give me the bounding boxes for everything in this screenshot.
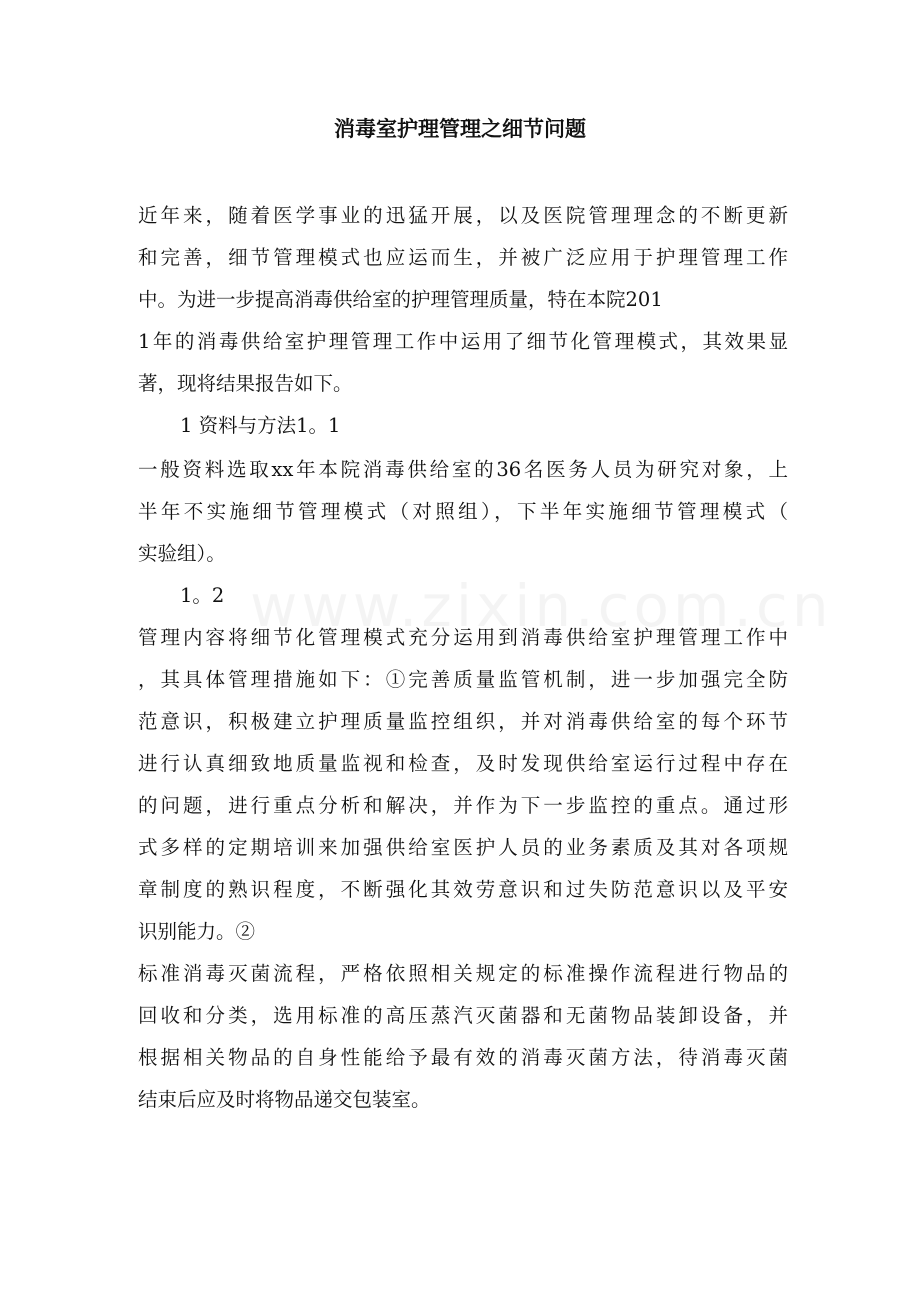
body-line: 回收和分类，选用标准的高压蒸汽灭菌器和无菌物品装卸设备，并	[138, 1004, 788, 1027]
body-line: 标准消毒灭菌流程，严格依照相关规定的标准操作流程进行物品的	[138, 962, 788, 985]
document-title: 消毒室护理管理之细节问题	[334, 116, 586, 141]
body-line: 章制度的熟识程度，不断强化其效劳意识和过失防范意识以及平安	[138, 878, 788, 901]
body-line: 近年来，随着医学事业的迅猛开展，以及医院管理理念的不断更新	[138, 204, 788, 227]
body-line: 著，现将结果报告如下。	[138, 372, 353, 395]
body-line: ，其具体管理措施如下：①完善质量监管机制，进一步加强完全防	[138, 668, 788, 691]
section-heading: 1 资料与方法1。1	[180, 414, 341, 437]
body-line: 半年不实施细节管理模式（对照组），下半年实施细节管理模式（	[138, 500, 788, 523]
body-line: 1年的消毒供给室护理管理工作中运用了细节化管理模式，其效果显	[138, 330, 788, 353]
body-line: 中。为进一步提高消毒供给室的护理管理质量，特在本院201	[138, 288, 663, 311]
body-line: 结束后应及时将物品递交包装室。	[138, 1088, 431, 1111]
section-heading: 1。2	[180, 584, 225, 607]
body-line: 进行认真细致地质量监视和检查，及时发现供给室运行过程中存在	[138, 752, 788, 775]
body-line: 识别能力。②	[138, 920, 256, 943]
body-line: 的问题，进行重点分析和解决，并作为下一步监控的重点。通过形	[138, 794, 788, 817]
body-line: 管理内容将细节化管理模式充分运用到消毒供给室护理管理工作中	[138, 626, 788, 649]
body-line: 一般资料选取xx年本院消毒供给室的36名医务人员为研究对象，上	[138, 458, 788, 481]
body-line: 和完善，细节管理模式也应运而生，并被广泛应用于护理管理工作	[138, 246, 788, 269]
body-line: 范意识，积极建立护理质量监控组织，并对消毒供给室的每个环节	[138, 710, 788, 733]
body-line: 实验组）。	[138, 542, 226, 565]
body-line: 根据相关物品的自身性能给予最有效的消毒灭菌方法，待消毒灭菌	[138, 1046, 788, 1069]
body-line: 式多样的定期培训来加强供给室医护人员的业务素质及其对各项规	[138, 836, 788, 859]
